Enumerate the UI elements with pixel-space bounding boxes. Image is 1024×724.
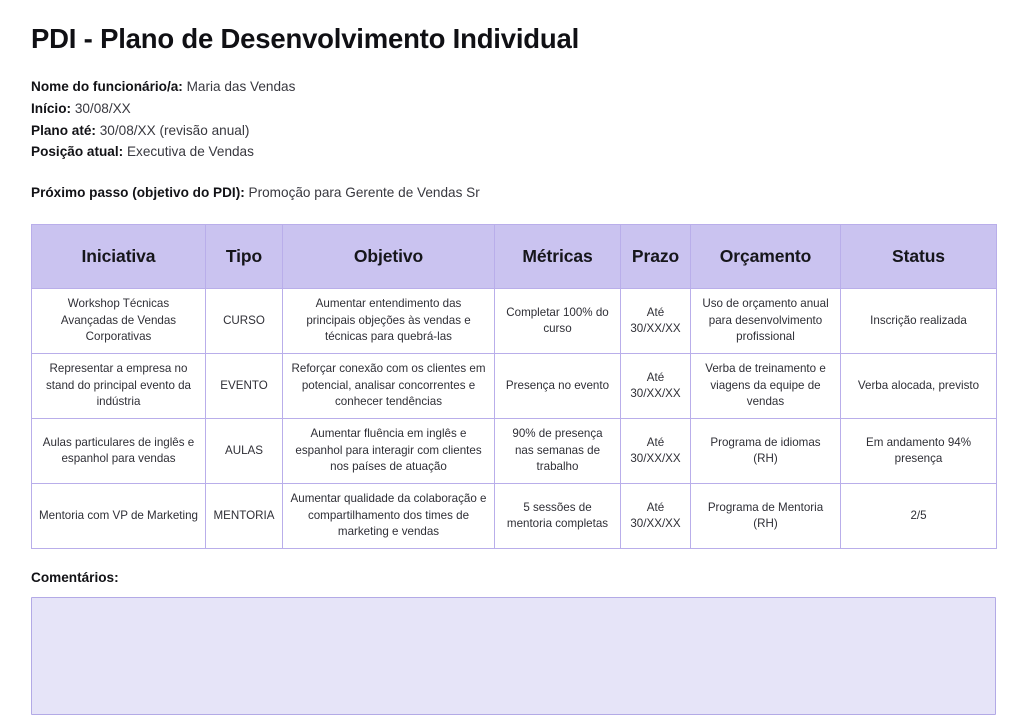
cell-prazo: Até 30/XX/XX <box>621 353 691 418</box>
column-header-prazo: Prazo <box>621 224 691 288</box>
cell-tipo: CURSO <box>206 288 283 353</box>
meta-value-plano-ate: 30/08/XX (revisão anual) <box>99 122 250 138</box>
cell-tipo: MENTORIA <box>206 483 283 548</box>
column-header-metricas: Métricas <box>495 224 621 288</box>
goal-label: Próximo passo (objetivo do PDI): <box>31 185 245 201</box>
cell-metricas: Presença no evento <box>495 353 621 418</box>
meta-label-inicio: Início: <box>31 100 72 116</box>
meta-row-inicio <box>31 98 993 120</box>
cell-objetivo: Aumentar qualidade da colaboração e compartilhamento dos times de marketing e vendas <box>283 483 495 548</box>
cell-orcamento: Programa de idiomas (RH) <box>691 418 841 483</box>
table-row <box>32 483 997 548</box>
cell-prazo: Até 30/XX/XX <box>621 483 691 548</box>
cell-prazo: Até 30/XX/XX <box>621 288 691 353</box>
cell-status: Verba alocada, previsto <box>841 353 997 418</box>
table-row <box>32 288 997 353</box>
meta-row-nome <box>31 76 993 98</box>
cell-tipo: EVENTO <box>206 353 283 418</box>
meta-label-plano-ate: Plano até: <box>31 122 96 138</box>
cell-metricas: 90% de presença nas semanas de trabalho <box>495 418 621 483</box>
cell-tipo: AULAS <box>206 418 283 483</box>
meta-label-nome: Nome do funcionário/a: <box>31 79 183 94</box>
cell-orcamento: Uso de orçamento anual para desenvolvimento profissional <box>691 288 841 353</box>
comments-input[interactable] <box>31 597 996 715</box>
cell-iniciativa: Workshop Técnicas Avançadas de Vendas Corporativas <box>32 288 206 353</box>
column-header-iniciativa: Iniciativa <box>32 224 206 288</box>
cell-metricas: 5 sessões de mentoria completas <box>495 483 621 548</box>
table-row <box>32 353 997 418</box>
table-header-row <box>32 224 997 288</box>
cell-status: 2/5 <box>841 483 997 548</box>
cell-iniciativa: Mentoria com VP de Marketing <box>32 483 206 548</box>
goal-value: Promoção para Gerente de Vendas Sr <box>248 185 480 201</box>
cell-orcamento: Programa de Mentoria (RH) <box>691 483 841 548</box>
next-step-goal <box>31 182 993 204</box>
cell-objetivo: Aumentar fluência em inglês e espanhol para interagir com clientes nos países de atuação <box>283 418 495 483</box>
cell-prazo: Até 30/XX/XX <box>621 418 691 483</box>
meta-label-posicao-atual: Posição atual: <box>31 144 124 160</box>
meta-value-nome: Maria das Vendas <box>186 79 296 94</box>
cell-orcamento: Verba de treinamento e viagens da equipe de vendas <box>691 353 841 418</box>
meta-row-posicao-atual <box>31 141 993 163</box>
cell-objetivo: Reforçar conexão com os clientes em potencial, analisar concorrentes e conhecer tendências <box>283 353 495 418</box>
cell-status: Inscrição realizada <box>841 288 997 353</box>
meta-value-posicao-atual: Executiva de Vendas <box>126 144 254 160</box>
cell-objetivo: Aumentar entendimento das principais objeções às vendas e técnicas para quebrá-las <box>283 288 495 353</box>
pdi-initiatives-table <box>31 224 997 549</box>
meta-value-inicio: 30/08/XX <box>74 100 131 116</box>
cell-iniciativa: Representar a empresa no stand do principal evento da indústria <box>32 353 206 418</box>
cell-metricas: Completar 100% do curso <box>495 288 621 353</box>
column-header-tipo: Tipo <box>206 224 283 288</box>
column-header-status: Status <box>841 224 997 288</box>
table-row <box>32 418 997 483</box>
comments-label: Comentários: <box>31 569 119 585</box>
column-header-orcamento: Orçamento <box>691 224 841 288</box>
column-header-objetivo: Objetivo <box>283 224 495 288</box>
cell-status: Em andamento 94% presença <box>841 418 997 483</box>
meta-row-plano-ate <box>31 120 993 142</box>
cell-iniciativa: Aulas particulares de inglês e espanhol para vendas <box>32 418 206 483</box>
employee-meta-block <box>31 76 993 163</box>
page-title: PDI - Plano de Desenvolvimento Individual <box>31 23 580 54</box>
